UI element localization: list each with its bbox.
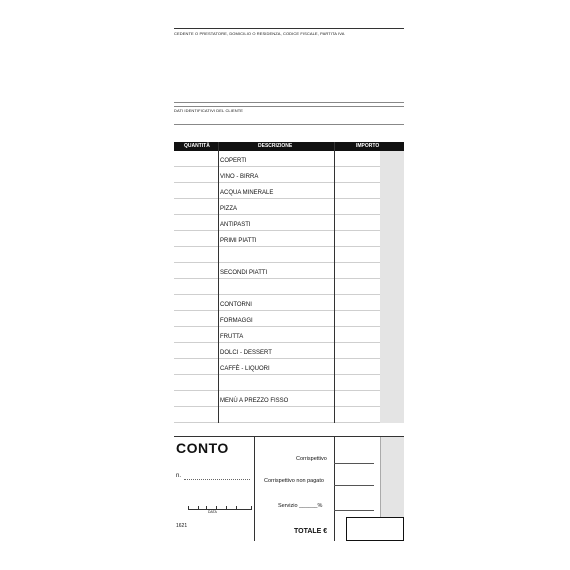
conto-title: CONTO — [176, 440, 229, 456]
date-tick — [226, 506, 227, 509]
row-description: SECONDI PIATTI — [220, 270, 268, 276]
servizio-label: Servizio ______% — [278, 503, 323, 509]
row-description: ANTIPASTI — [220, 222, 251, 228]
total-label: TOTALE € — [294, 528, 328, 535]
header-quantity: QUANTITÀ — [184, 143, 210, 149]
date-scale — [188, 503, 252, 510]
corrispettivo-non-pagato-label: Corrispettivo non pagato — [264, 478, 324, 484]
header-amount: IMPORTO — [356, 143, 380, 149]
client-rule — [174, 124, 404, 125]
table-row — [174, 151, 404, 167]
row-description: PRIMI PIATTI — [220, 238, 257, 244]
table-row — [174, 215, 404, 231]
date-tick — [188, 506, 189, 509]
row-description: FRUTTA — [220, 334, 244, 340]
table-row — [174, 247, 404, 263]
number-label: n. — [176, 473, 182, 479]
table-row — [174, 263, 404, 279]
provider-rule — [174, 102, 404, 103]
receipt-sheet — [174, 28, 404, 540]
table-row — [174, 407, 404, 423]
table-row — [174, 199, 404, 215]
footer-cents-shade — [381, 437, 404, 517]
table-row — [174, 295, 404, 311]
date-tick — [251, 506, 252, 509]
table-row — [174, 327, 404, 343]
table-row — [174, 343, 404, 359]
table-row — [174, 183, 404, 199]
date-tick — [198, 506, 199, 509]
column-divider-amount — [334, 142, 335, 423]
table-header — [174, 142, 404, 151]
header-description: DESCRIZIONE — [258, 143, 293, 149]
row-description: DOLCI - DESSERT — [220, 350, 272, 356]
row-description: CAFFÈ - LIQUORI — [220, 366, 270, 372]
client-caption: DATI IDENTIFICATIVI DEL CLIENTE — [174, 108, 244, 113]
provider-caption: CEDENTE O PRESTATORE, DOMICILIO O RESIDENZA, CODICE FISCALE, PARTITA IVA — [174, 31, 345, 36]
cents-column-shade — [380, 151, 404, 423]
table-row — [174, 375, 404, 391]
total-box — [346, 517, 404, 541]
receipt-footer — [174, 436, 404, 541]
client-top-rule — [174, 106, 404, 107]
table-row — [174, 391, 404, 407]
form-code: 1621 — [176, 523, 188, 529]
number-line — [184, 479, 250, 480]
footer-amount-divider — [334, 437, 335, 541]
servizio-line — [334, 510, 374, 511]
row-description: COPERTI — [220, 158, 247, 164]
items-table — [174, 142, 404, 423]
table-row — [174, 311, 404, 327]
row-description: FORMAGGI — [220, 318, 253, 324]
date-tick — [206, 506, 207, 509]
row-description: CONTORNI — [220, 302, 252, 308]
table-row — [174, 279, 404, 295]
row-description: ACQUA MINERALE — [220, 190, 274, 196]
date-tick — [216, 506, 217, 509]
corrispettivo-label: Corrispettivo — [296, 456, 327, 462]
table-row — [174, 359, 404, 375]
provider-top-rule — [174, 28, 404, 29]
date-tick — [236, 506, 237, 509]
corrispettivo-line — [334, 463, 374, 464]
date-label: DATA — [208, 510, 217, 514]
row-description: PIZZA — [220, 206, 238, 212]
footer-divider — [254, 437, 255, 541]
row-description: VINO - BIRRA — [220, 174, 259, 180]
table-row — [174, 167, 404, 183]
column-divider-quantity — [218, 142, 219, 423]
table-row — [174, 231, 404, 247]
corrispettivo-non-pagato-line — [334, 485, 374, 486]
row-description: MENÙ A PREZZO FISSO — [220, 398, 289, 404]
table-rows — [174, 151, 404, 423]
